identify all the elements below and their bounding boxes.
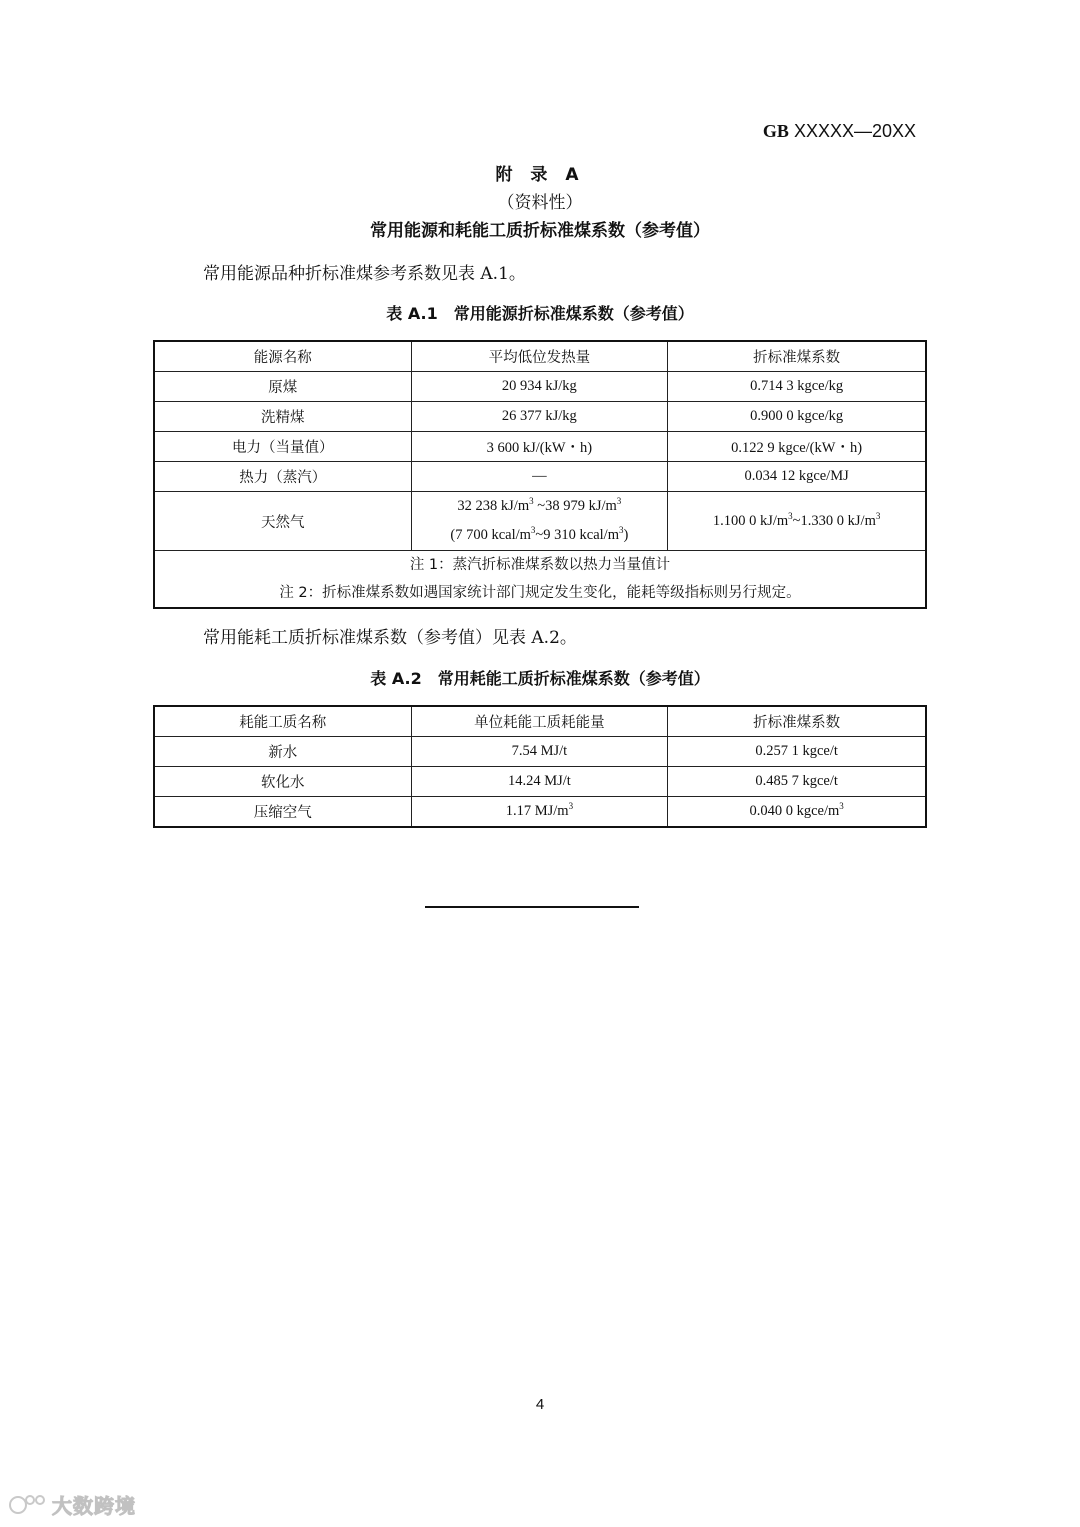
intro-paragraph-2: 常用能耗工质折标准煤系数（参考值）见表 A.2。 <box>203 628 577 648</box>
coefficient: 0.257 1 kgce/t <box>668 737 926 767</box>
table-a2-caption: 表 A.2 常用耗能工质折标准煤系数（参考值） <box>370 669 710 688</box>
heat-value <box>411 492 668 551</box>
table-row <box>154 767 926 797</box>
coefficient: 0.714 3 kgce/kg <box>668 372 926 402</box>
end-of-annex-rule <box>425 906 639 908</box>
table-a1 <box>153 340 927 609</box>
energy-name: 洗精煤 <box>154 402 411 432</box>
table-row <box>154 737 926 767</box>
table-header-row <box>154 341 926 372</box>
energy-value: 14.24 MJ/t <box>411 767 668 797</box>
table-a1-caption: 表 A.1 常用能源折标准煤系数（参考值） <box>386 304 694 323</box>
column-header: 折标准煤系数 <box>668 341 926 372</box>
annex-type: （资料性） <box>497 193 583 213</box>
annex-heading: 常用能源和耗能工质折标准煤系数（参考值） <box>370 221 710 241</box>
energy-name: 电力（当量值） <box>154 432 411 462</box>
standard-code: XXXXX—20XX <box>793 121 916 141</box>
intro-paragraph-1: 常用能源品种折标准煤参考系数见表 A.1。 <box>203 264 526 284</box>
table-row <box>154 462 926 492</box>
column-header: 平均低位发热量 <box>411 341 668 372</box>
coefficient: 0.040 0 kgce/$m^3$ <box>668 797 926 828</box>
energy-name: 原煤 <box>154 372 411 402</box>
heat-value-line-2: (7 700 kcal/$m^3\sim 9$ 310 kcal/$m^3$) <box>450 525 629 543</box>
table-row <box>154 432 926 462</box>
energy-name: 天然气 <box>154 492 411 551</box>
annex-title: 附 录 A <box>495 165 585 185</box>
coefficient: 0.122 9 kgce/(kW・h) <box>668 432 926 462</box>
heat-value: 20 934 kJ/kg <box>411 372 668 402</box>
column-header: 折标准煤系数 <box>668 706 926 737</box>
standard-number <box>763 121 916 142</box>
note-1: 注 1：蒸汽折标准煤系数以热力当量值计 <box>409 557 671 573</box>
coefficient: 0.485 7 kgce/t <box>668 767 926 797</box>
energy-name: 热力（蒸汽） <box>154 462 411 492</box>
table-notes <box>154 551 926 609</box>
medium-name: 软化水 <box>154 767 411 797</box>
heat-value-line-1: 32 238 $kJ/m^3$ ~38 979 $kJ/m^3$ <box>457 496 622 514</box>
table-row <box>154 372 926 402</box>
coefficient: 0.900 0 kgce/kg <box>668 402 926 432</box>
watermark-text: 大数跨境 <box>52 1493 136 1518</box>
column-header: 耗能工质名称 <box>154 706 411 737</box>
page-number: 4 <box>535 1396 545 1413</box>
table-a2 <box>153 705 927 828</box>
coefficient: 0.034 12 kgce/MJ <box>668 462 926 492</box>
standard-prefix: GB <box>762 121 789 141</box>
heat-value: — <box>411 462 668 492</box>
coefficient: 1.100 0 $kJ/m^3\sim 1.330$ 0 $kJ/m^3$ <box>668 492 926 551</box>
medium-name: 压缩空气 <box>154 797 411 828</box>
column-header: 能源名称 <box>154 341 411 372</box>
energy-value: 1.17 $MJ/m^3$ <box>411 797 668 828</box>
table-row <box>154 402 926 432</box>
heat-value: 26 377 kJ/kg <box>411 402 668 432</box>
heat-value: 3 600 kJ/(kW・h) <box>411 432 668 462</box>
medium-name: 新水 <box>154 737 411 767</box>
note-2: 注 2：折标准煤系数如遇国家统计部门规定发生变化，能耗等级指标则另行规定。 <box>279 585 801 601</box>
column-header: 单位耗能工质耗能量 <box>411 706 668 737</box>
watermark-logo-icon <box>8 1491 48 1517</box>
energy-value: 7.54 MJ/t <box>411 737 668 767</box>
table-notes-row <box>154 551 926 609</box>
table-header-row <box>154 706 926 737</box>
watermark <box>8 1490 136 1518</box>
table-row <box>154 797 926 828</box>
table-row-natural-gas <box>154 492 926 551</box>
